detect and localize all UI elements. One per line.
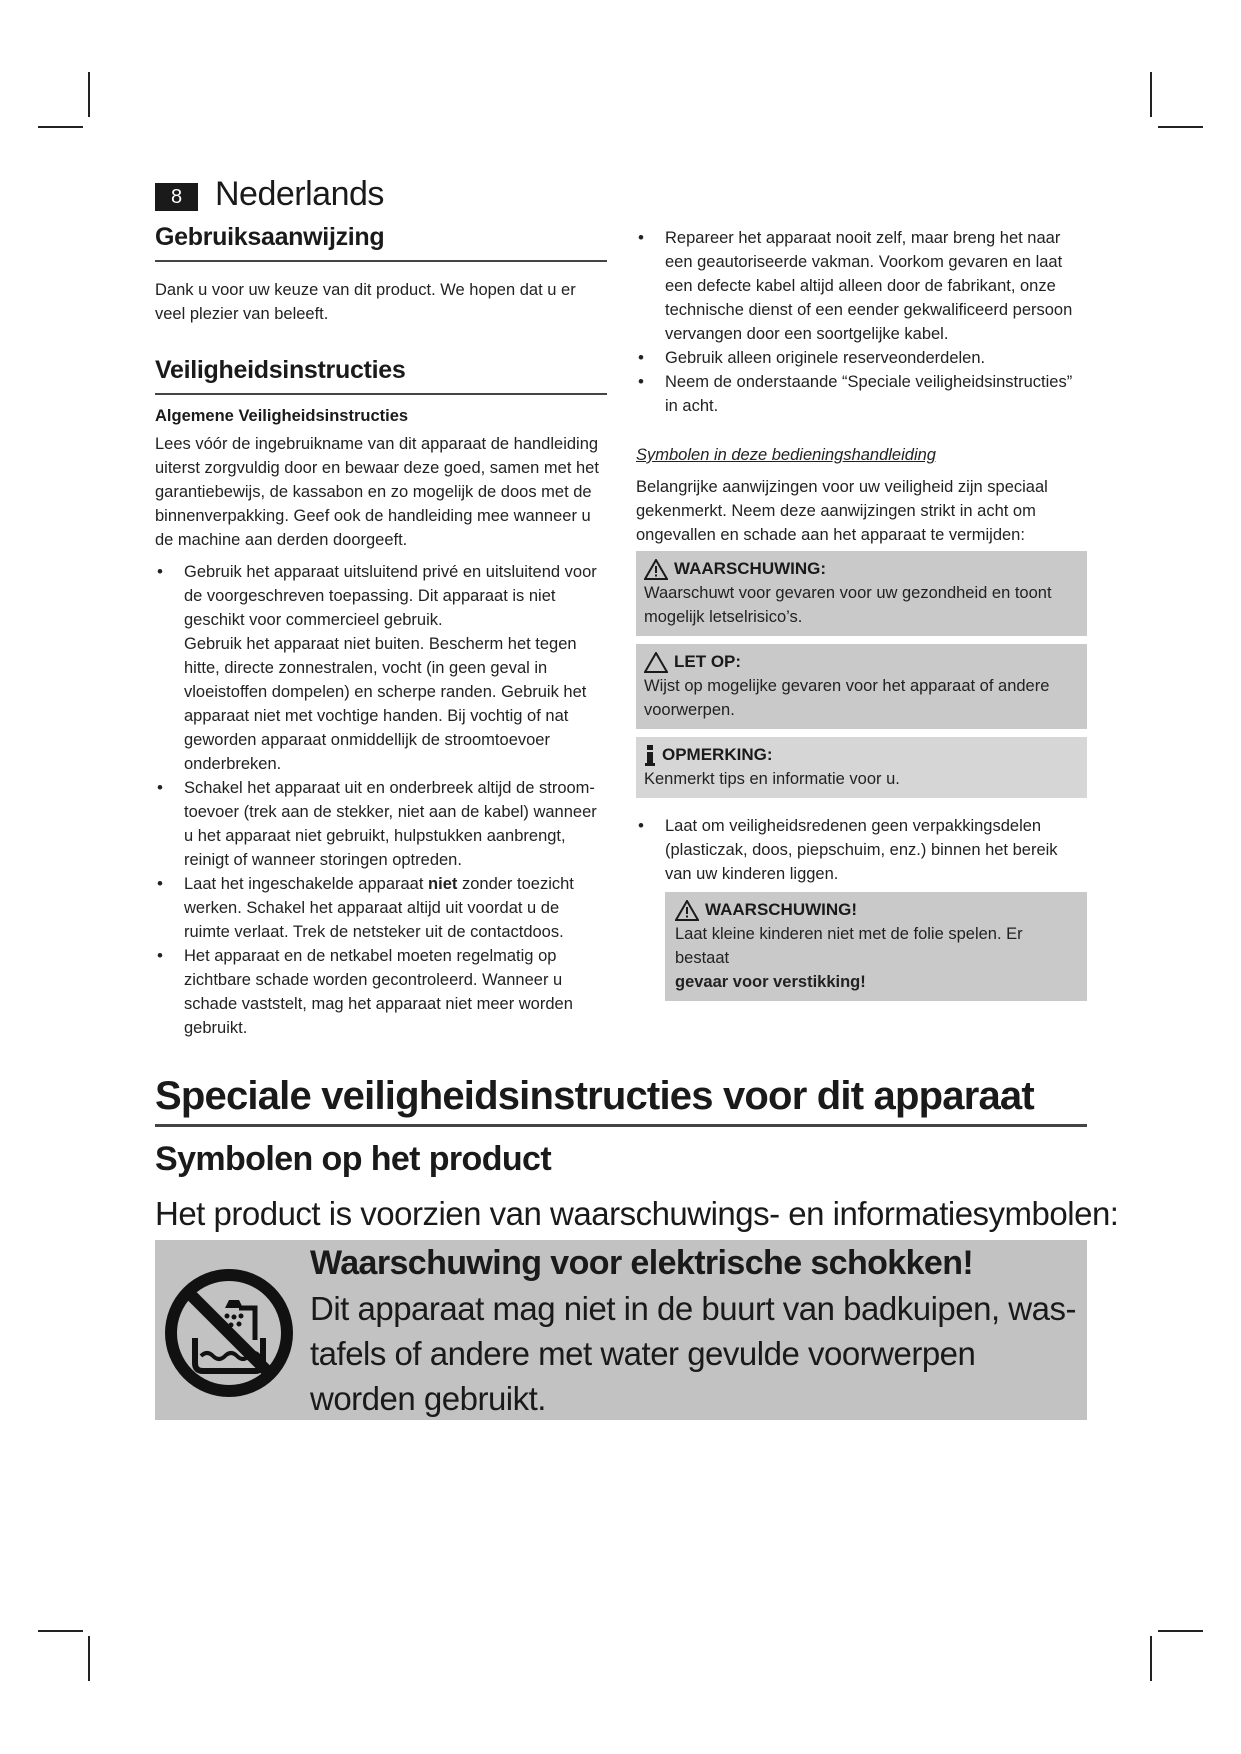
list-item: • Het apparaat en de netkabel moeten regelmatig op zichtbare schade worden gecontroleerd. Wanneer u schade vaststelt, mag het apparaat niet meer worden gebruikt. <box>155 944 607 1040</box>
safety-list <box>155 560 607 1040</box>
warning-title: WAARSCHUWING: <box>674 559 827 578</box>
safety-intro: Lees vóór de ingebruikname van dit apparaat de handleiding uiterst zorgvuldig door en bewaar deze goed, samen met het garantiebewijs, de kassabon en zo mogelijk de doos met de binnenverpakking. Geef ook de handleiding mee wanneer u de machine aan derden doorgeeft. <box>155 435 599 549</box>
bullet-text-cont: Gebruik het apparaat niet buiten. Bescherm het tegen hitte, directe zonnestralen, vocht (in geen geval in vloeistoffen dompelen) en scherpe randen. Gebruik het apparaat niet met vochtige handen. Bij vochtig of nat geworden apparaat onmiddellijk de stroomtoevoer onderbreken. <box>184 635 587 773</box>
crop-mark <box>88 72 90 117</box>
symbols-intro: Belangrijke aanwijzingen voor uw veiligheid zijn speciaal gekenmerkt. Neem deze aanwijzingen strikt in acht om ongevallen en schade aan het apparaat te vermijden: <box>636 478 1048 544</box>
bullet-text: zonder toezicht werken. Schakel het apparaat altijd uit voordat u de ruimte verlaat. Trek de netsteker uit de contactdoos. <box>184 875 574 941</box>
list-item <box>155 872 607 944</box>
list-item: • Laat om veiligheidsredenen geen verpakkingsdelen (plasticzak, doos, piepschuim, enz.) binnen het bereik van uw kinderen liggen. <box>636 814 1087 886</box>
section-title-gebruiksaanwijzing: Gebruiksaanwijzing <box>155 223 607 262</box>
warning-box-child <box>665 892 1087 1001</box>
warning-triangle-icon <box>675 900 699 921</box>
warning2-text <box>675 922 1079 994</box>
electric-shock-warning-box <box>155 1240 1087 1420</box>
crop-mark <box>1158 126 1203 128</box>
caution-triangle-icon <box>644 652 668 673</box>
warning-triangle-icon <box>644 559 668 580</box>
bullet-text: Laat het ingeschakelde apparaat <box>184 875 424 893</box>
product-symbols-heading: Symbolen op het product <box>155 1140 552 1178</box>
special-safety-heading: Speciale veiligheidsinstructies voor dit apparaat <box>155 1070 1087 1127</box>
page-number: 8 <box>155 183 198 211</box>
list-item: • Neem de onderstaande “Speciale veiligheidsinstructies” in acht. <box>636 370 1087 418</box>
subsection-title: Algemene Veiligheidsinstructies <box>155 407 409 425</box>
product-symbols-intro: Het product is voorzien van waarschuwings- en informatiesymbolen: <box>155 1195 1119 1232</box>
warning2-title: WAARSCHUWING! <box>705 900 858 919</box>
warning-text: Waarschuwt voor gevaren voor uw gezondheid en toont mogelijk letselrisico’s. <box>644 584 1052 626</box>
repair-list <box>636 226 1087 418</box>
bullet-bold: niet <box>428 875 458 893</box>
symbols-title: Symbolen in deze bedieningshandleiding <box>636 446 936 464</box>
crop-mark <box>88 1636 90 1681</box>
caution-text: Wijst op mogelijke gevaren voor het apparaat of andere voorwerpen. <box>644 677 1050 719</box>
list-item <box>155 560 607 776</box>
bullet-text: Gebruik het apparaat uitsluitend privé en uitsluitend voor de voorgeschreven toepassing. Dit apparaat is niet geschikt voor commercieel gebruik. <box>184 563 597 629</box>
crop-mark <box>1150 1636 1152 1681</box>
caution-title: LET OP: <box>674 652 742 671</box>
warning-box <box>636 551 1087 636</box>
right-column <box>636 226 1087 1001</box>
info-icon <box>644 745 656 766</box>
list-item: • Repareer het apparaat nooit zelf, maar breng het naar een geautoriseerde vakman. Voorkom gevaren en laat een defecte kabel altijd alleen door de fabrikant, onze technische dienst of een eender gekwalificeerd persoon vervangen door een soortgelijke kabel. <box>636 226 1087 346</box>
electric-shock-text: Dit apparaat mag niet in de buurt van badkuipen, was-tafels of andere met water gevulde voorwerpen worden gebruikt. <box>310 1290 1076 1417</box>
crop-mark <box>38 1630 83 1632</box>
note-title: OPMERKING: <box>662 745 773 764</box>
packaging-list <box>636 814 1087 886</box>
crop-mark <box>1158 1630 1203 1632</box>
section-title-veiligheid: Veiligheidsinstructies <box>155 356 607 395</box>
crop-mark <box>38 126 83 128</box>
caution-box <box>636 644 1087 729</box>
left-column <box>155 223 607 1040</box>
warning2-text-part: Laat kleine kinderen niet met de folie spelen. Er bestaat <box>675 925 1023 967</box>
no-shower-bath-icon <box>155 1268 305 1398</box>
list-item: • Schakel het apparaat uit en onderbreek altijd de stroom-toevoer (trek aan de stekker, niet aan de kabel) wanneer u het apparaat niet gebruikt, hulpstukken aanbrengt, reinigt of wanneer storingen optreden. <box>155 776 607 872</box>
electric-shock-title: Waarschuwing voor elektrische schokken! <box>310 1244 974 1282</box>
language-title: Nederlands <box>215 175 384 213</box>
list-item: • Gebruik alleen originele reserveonderdelen. <box>636 346 1087 370</box>
intro-thanks: Dank u voor uw keuze van dit product. We hopen dat u er veel plezier van beleeft. <box>155 281 576 323</box>
note-box <box>636 737 1087 798</box>
note-text: Kenmerkt tips en informatie voor u. <box>644 770 900 788</box>
crop-mark <box>1150 72 1152 117</box>
warning2-bold: gevaar voor verstikking! <box>675 973 866 991</box>
